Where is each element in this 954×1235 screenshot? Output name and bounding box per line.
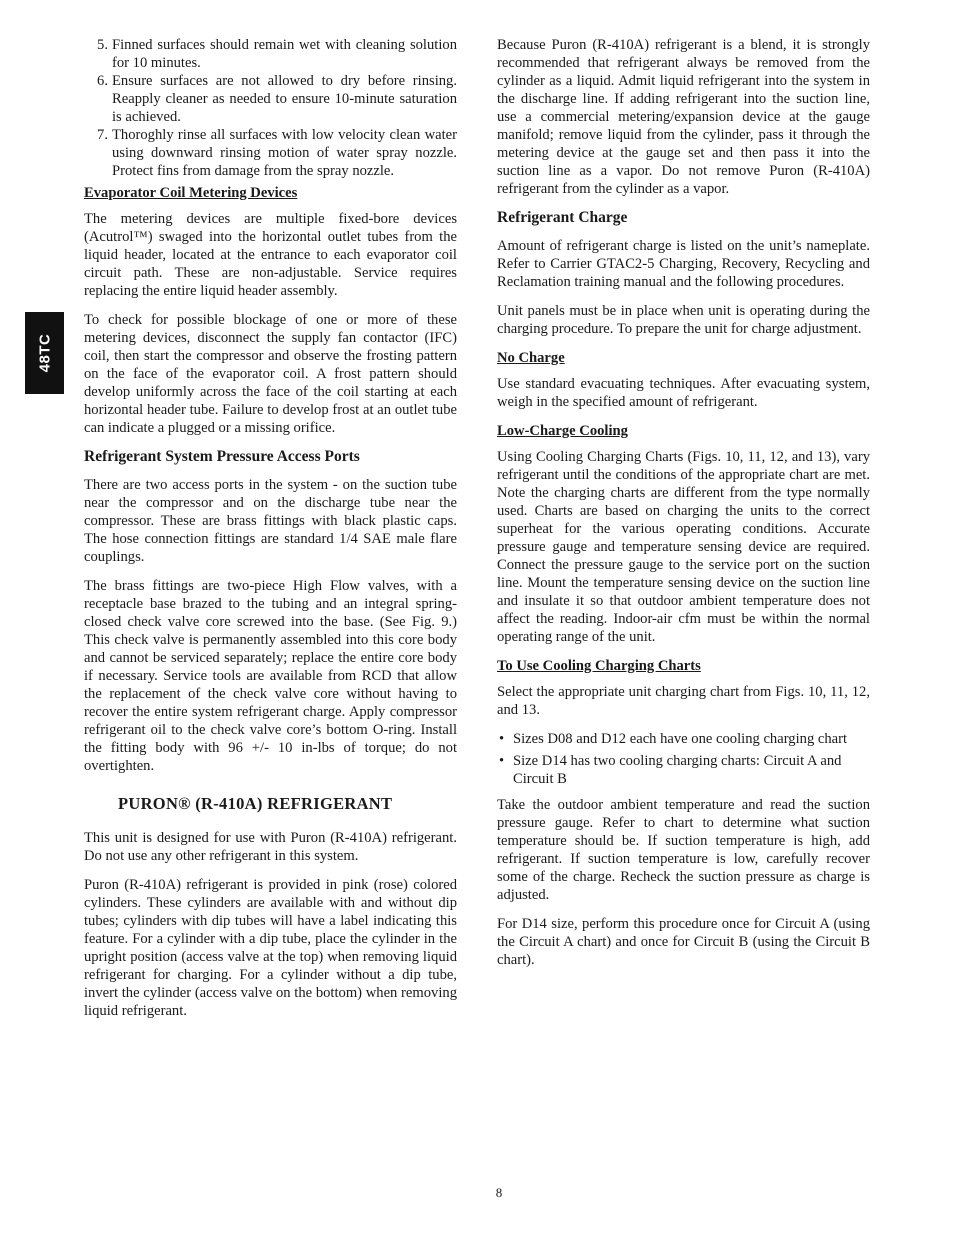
list-item [497, 752, 870, 788]
page-number: 8 [495, 1185, 503, 1200]
list-item-text: Size D14 has two cooling charging charts: Circuit A and Circuit B [513, 753, 842, 787]
paragraph: The metering devices are multiple fixed-bore devices (Acutrol™) swaged into the horizontal outlet tubes from the liquid header, located at the entrance to each evaporator coil circuit path. These are non-adjustable. Service requires replacing the entire liquid header assembly. [84, 211, 457, 299]
paragraph: Because Puron (R-410A) refrigerant is a blend, it is strongly recommended that refrigerant always be removed from the cylinder as a liquid. Admit liquid refrigerant into the system in the discharge line. If adding refrigerant into the suction line, use a commercial metering/expansion device at the gauge manifold; remove liquid from the cylinder, pass it through the metering device at the gauge set and then pass it into the suction line as a vapor. Do not remove Puron (R-410A) refrigerant from the cylinder as a vapor. [497, 37, 870, 197]
paragraph: There are two access ports in the system - on the suction tube near the compressor and on the discharge tube near the compressor. These are brass fittings with black plastic caps. The hose connection fittings are standard 1/4 SAE male flare couplings. [84, 477, 457, 565]
paragraph: Take the outdoor ambient temperature and read the suction pressure gauge. Refer to chart to determine what suction temperature should be. If suction temperature is high, add refrigerant. If suction temperature is low, carefully recover some of the charge. Recheck the suction pressure as charge is adjusted. [497, 797, 870, 903]
paragraph: To check for possible blockage of one or more of these metering devices, disconnect the supply fan contactor (IFC) coil, then start the compressor and observe the frosting pattern on the face of the evaporator coil. A frost pattern should develop uniformly across the face of the coil starting at each horizontal header tube. Failure to develop frost at an outlet tube can indicate a plugged or a missing orifice. [84, 312, 457, 436]
paragraph: For D14 size, perform this procedure once for Circuit A (using the Circuit A chart) and once for Circuit B (using the Circuit B chart). [497, 916, 870, 968]
paragraph: Use standard evacuating techniques. After evacuating system, weigh in the specified amount of refrigerant. [497, 376, 870, 410]
heading-low-charge-cooling: Low-Charge Cooling [497, 423, 628, 439]
paragraph: Unit panels must be in place when unit is operating during the charging procedure. To prepare the unit for charge adjustment. [497, 303, 870, 337]
heading-refrigerant-charge: Refrigerant Charge [497, 209, 628, 226]
list-item [84, 36, 457, 72]
heading-charging-charts: To Use Cooling Charging Charts [497, 658, 701, 674]
paragraph: Amount of refrigerant charge is listed on the unit’s nameplate. Refer to Carrier GTAC2-5 Charging, Recovery, Recycling and Reclamation training manual and the following procedures. [497, 238, 870, 290]
paragraph: Puron (R-410A) refrigerant is provided in pink (rose) colored cylinders. These cylinders are available with and without dip tubes; cylinders with dip tubes will have a label indicating this feature. For a cylinder with a dip tube, place the cylinder in the upright position (access valve at the top) when removing liquid refrigerant for charging. For a cylinder without a dip tube, invert the cylinder (access valve on the bottom) when removing liquid refrigerant. [84, 877, 457, 1019]
list-item-text: Finned surfaces should remain wet with cleaning solution for 10 minutes. [112, 37, 457, 71]
list-item-text: Sizes D08 and D12 each have one cooling charging chart [513, 731, 848, 747]
paragraph: This unit is designed for use with Puron (R-410A) refrigerant. Do not use any other refrigerant in this system. [84, 830, 457, 864]
section-side-tab [25, 312, 64, 394]
list-item-number: 5. [97, 37, 108, 53]
list-item [84, 126, 457, 180]
right-column [497, 36, 870, 980]
heading-metering-devices: Evaporator Coil Metering Devices [84, 185, 298, 201]
section-heading-puron: PURON® (R-410A) REFRIGERANT [118, 794, 393, 813]
list-item-number: 7. [97, 127, 108, 143]
heading-access-ports: Refrigerant System Pressure Access Ports [84, 448, 360, 465]
cleaning-steps-list [84, 36, 457, 180]
list-item [497, 730, 870, 748]
side-tab-label: 48TC [36, 333, 53, 373]
heading-no-charge: No Charge [497, 350, 565, 366]
bullet-icon: • [499, 753, 505, 769]
bullet-icon: • [499, 731, 505, 747]
paragraph: The brass fittings are two-piece High Flow valves, with a receptacle base brazed to the tubing and an integral spring-closed check valve core screwed into the base. (See Fig. 9.) This check valve is permanently assembled into this core body and cannot be serviced separately; replace the entire core body if necessary. Service tools are available from RCD that allow the replacement of the check valve core without having to recover the entire system refrigerant charge. Apply compressor refrigerant oil to the check valve core’s bottom O-ring. Install the fitting body with 96 +/- 10 in-lbs of torque; do not overtighten. [84, 578, 457, 774]
paragraph: Using Cooling Charging Charts (Figs. 10, 11, 12, and 13), vary refrigerant until the conditions of the appropriate chart are met. Note the charging charts are different from the type normally used. Charts are based on charging the units to the correct superheat for the various operating conditions. Accurate pressure gauge and temperature sensing device are required. Connect the pressure gauge to the service port on the suction line. Mount the temperature sensing device on the suction line and insulate it so that outdoor ambient temperature does not affect the reading. Indoor-air cfm must be within the normal operating range of the unit. [497, 449, 870, 645]
paragraph: Select the appropriate unit charging chart from Figs. 10, 11, 12, and 13. [497, 684, 870, 718]
left-column [84, 36, 457, 1031]
bullet-list [497, 730, 870, 788]
list-item-number: 6. [97, 73, 108, 89]
list-item-text: Ensure surfaces are not allowed to dry before rinsing. Reapply cleaner as needed to ensure 10-minute saturation is achieved. [112, 73, 457, 125]
list-item [84, 72, 457, 126]
list-item-text: Thoroghly rinse all surfaces with low velocity clean water using downward rinsing motion of water spray nozzle. Protect fins from damage from the spray nozzle. [112, 127, 457, 179]
